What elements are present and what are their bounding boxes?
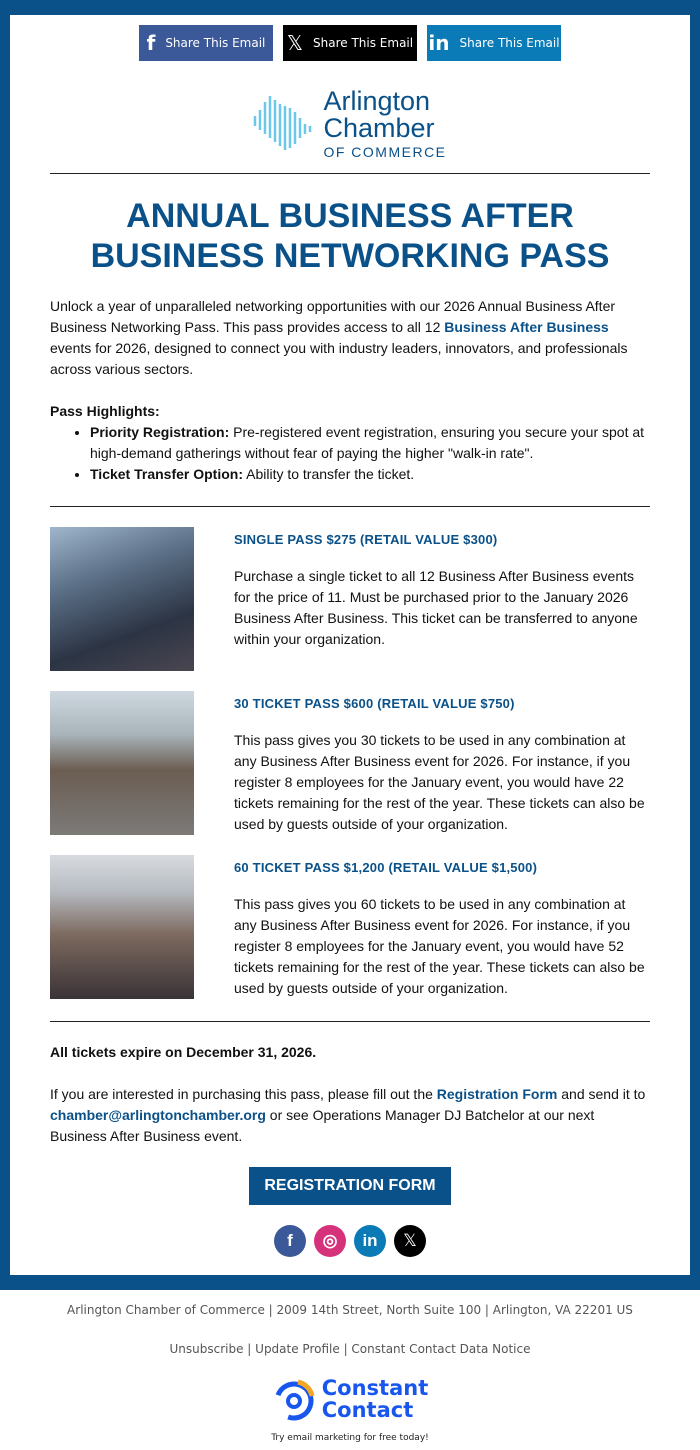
facebook-share-button[interactable] bbox=[139, 25, 273, 61]
social-links bbox=[50, 1225, 650, 1257]
divider bbox=[50, 1021, 650, 1022]
event-photo bbox=[50, 691, 194, 835]
x-share-button[interactable] bbox=[283, 25, 417, 61]
pass-description: This pass gives you 60 tickets to be used in any combination at any Business After Business event for 2026. For instance, if you register 8 employees for the January event, you would have 52 tickets remaining for the rest of the year. These tickets can also be used by guests outside of your organization. bbox=[234, 896, 645, 996]
x-icon: 𝕏 bbox=[286, 31, 304, 55]
business-after-business-link[interactable]: Business After Business bbox=[444, 319, 609, 335]
pass-title: SINGLE PASS $275 (RETAIL VALUE $300) bbox=[234, 532, 498, 547]
divider bbox=[50, 506, 650, 507]
unsubscribe-link[interactable]: Unsubscribe bbox=[169, 1342, 244, 1356]
share-label: Share This Email bbox=[165, 36, 266, 50]
contact-text: If you are interested in purchasing this pass, please fill out the Registration Form and send it to chamber@arlingtonchamber.org or see Operations Manager DJ Batchelor at our next Business After Business event. bbox=[50, 1086, 646, 1144]
pass-option bbox=[50, 855, 650, 999]
facebook-icon: f bbox=[146, 31, 156, 55]
email-link[interactable]: chamber@arlingtonchamber.org bbox=[50, 1107, 266, 1123]
list-item: • Priority Registration: Pre-registered event registration, ensuring you secure your spot at high-demand gatherings without fear of paying the higher "walk-in rate". bbox=[90, 422, 650, 464]
event-photo bbox=[50, 855, 194, 999]
linkedin-icon[interactable]: in bbox=[354, 1225, 386, 1257]
pass-description: Purchase a single ticket to all 12 Business After Business events for the price of 11. Must be purchased prior to the January 2026 Business After Business. This ticket can be transferred to anyone within your organization. bbox=[234, 568, 638, 647]
logo-text: Arlington bbox=[323, 85, 431, 116]
constant-contact-logo[interactable]: Constant Contact bbox=[0, 1376, 700, 1422]
email-body bbox=[10, 15, 690, 1275]
logo-text: OF COMMERCE bbox=[323, 143, 447, 160]
intro-text: Unlock a year of unparalleled networking opportunities with our 2026 Annual Business After Business Networking Pass. This pass provides access to all 12 Business After Business events for 2026, designed to connect you with industry leaders, innovators, and professionals across various sectors. bbox=[50, 298, 628, 377]
expiry-notice: All tickets expire on December 31, 2026. bbox=[50, 1044, 317, 1060]
pass-description: This pass gives you 30 tickets to be used in any combination at any Business After Business event for 2026. For instance, if you register 8 employees for the January event, you would have 22 tickets remaining for the rest of the year. These tickets can also be used by guests outside of your organization. bbox=[234, 732, 645, 832]
event-photo bbox=[50, 527, 194, 671]
linkedin-icon: in bbox=[428, 31, 450, 55]
constant-contact-icon bbox=[272, 1376, 316, 1422]
highlights-heading: Pass Highlights: bbox=[50, 403, 160, 419]
instagram-icon[interactable]: ◎ bbox=[314, 1225, 346, 1257]
update-profile-link[interactable]: Update Profile bbox=[255, 1342, 340, 1356]
highlights-list bbox=[90, 422, 650, 485]
x-icon[interactable]: 𝕏 bbox=[394, 1225, 426, 1257]
share-label: Share This Email bbox=[459, 36, 560, 50]
footer-address: Arlington Chamber of Commerce | 2009 14th Street, North Suite 100 | Arlington, VA 22201 US bbox=[67, 1303, 633, 1317]
registration-form-button[interactable]: REGISTRATION FORM bbox=[249, 1167, 451, 1205]
tagline: Try email marketing for free today! bbox=[271, 1433, 429, 1443]
data-notice-link[interactable]: Constant Contact Data Notice bbox=[351, 1342, 531, 1356]
pass-title: 60 TICKET PASS $1,200 (RETAIL VALUE $1,500) bbox=[234, 860, 538, 875]
pass-option bbox=[50, 691, 650, 835]
share-bar bbox=[50, 15, 650, 61]
registration-form-link[interactable]: Registration Form bbox=[436, 1086, 558, 1102]
linkedin-share-button[interactable] bbox=[427, 25, 561, 61]
facebook-icon[interactable]: f bbox=[274, 1225, 306, 1257]
pass-option bbox=[50, 527, 650, 671]
divider bbox=[50, 173, 650, 174]
share-label: Share This Email bbox=[313, 36, 414, 50]
logo-wave-icon bbox=[253, 94, 315, 152]
footer-links: Unsubscribe | Update Profile | Constant Contact Data Notice bbox=[169, 1342, 531, 1356]
pass-title: 30 TICKET PASS $600 (RETAIL VALUE $750) bbox=[234, 696, 515, 711]
footer bbox=[0, 1300, 700, 1449]
chamber-logo[interactable] bbox=[50, 87, 650, 159]
list-item: • Ticket Transfer Option: Ability to transfer the ticket. bbox=[90, 464, 650, 485]
logo-text: Chamber bbox=[323, 112, 435, 143]
page-title: ANNUAL BUSINESS AFTER BUSINESS NETWORKING PASS bbox=[90, 197, 610, 275]
